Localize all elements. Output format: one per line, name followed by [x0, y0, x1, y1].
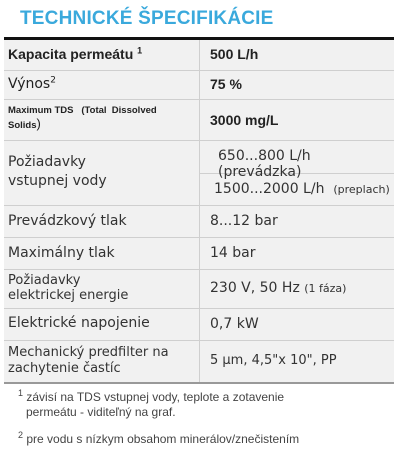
table-row	[4, 141, 394, 206]
row-value: 0,7 kW	[210, 316, 259, 332]
row-label: Elektrické napojenie	[8, 315, 150, 331]
row-label: Maximálny tlak	[8, 245, 115, 261]
table-row	[4, 100, 394, 141]
row-value: 3000 mg/L	[210, 112, 279, 128]
row-label: Požiadavky vstupnej vody	[8, 154, 107, 189]
row-value: 14 bar	[210, 245, 256, 261]
row-value: 230 V, 50 Hz (1 fáza)	[210, 280, 347, 296]
row-label	[4, 76, 199, 92]
row-value: 650...800 L/h (prevádzka)	[218, 148, 311, 180]
page-title: TECHNICKÉ ŠPECIFIKÁCIE	[20, 8, 274, 29]
label-text: Kapacita permeátu	[8, 46, 134, 62]
row-label: Mechanický predfilter na zachytenie častíc	[8, 345, 169, 376]
table-row	[4, 206, 394, 238]
footnote-ref: 2	[50, 75, 56, 86]
row-label	[4, 104, 199, 132]
footnote-ref: 1	[137, 45, 143, 56]
label-line-1: Maximum TDS (Total Dissolved	[8, 105, 157, 116]
row-value: 1500...2000 L/h (preplach)	[214, 181, 390, 197]
footnote-2: $^2$ pre vodu s nízkym obsahom minerálov/znečistením	[18, 430, 300, 446]
table-row	[4, 341, 394, 384]
row-value: 5 µm, 4,5"x 10", PP	[210, 353, 337, 368]
footnote-1: $^1$ závisí na TDS vstupnej vody, teplote a zotavenie	[18, 388, 285, 404]
row-label: Prevádzkový tlak	[8, 213, 127, 229]
table-row	[4, 270, 394, 309]
label-line-2: Solids)	[8, 116, 41, 131]
spec-table	[4, 37, 394, 384]
row-value: 500 L/h	[210, 46, 259, 62]
label-text: Výnos	[8, 76, 51, 92]
table-row	[4, 238, 394, 270]
table-row	[4, 37, 394, 71]
row-label: Požiadavky elektrickej energie	[8, 273, 129, 303]
row-value: 8...12 bar	[210, 213, 278, 229]
footnotes	[18, 390, 388, 447]
table-row	[4, 309, 394, 341]
footnote-1-cont: permeátu - viditeľný na graf.	[26, 405, 176, 419]
table-row	[4, 71, 394, 100]
row-label	[4, 46, 199, 62]
row-value: 75 %	[210, 76, 242, 92]
